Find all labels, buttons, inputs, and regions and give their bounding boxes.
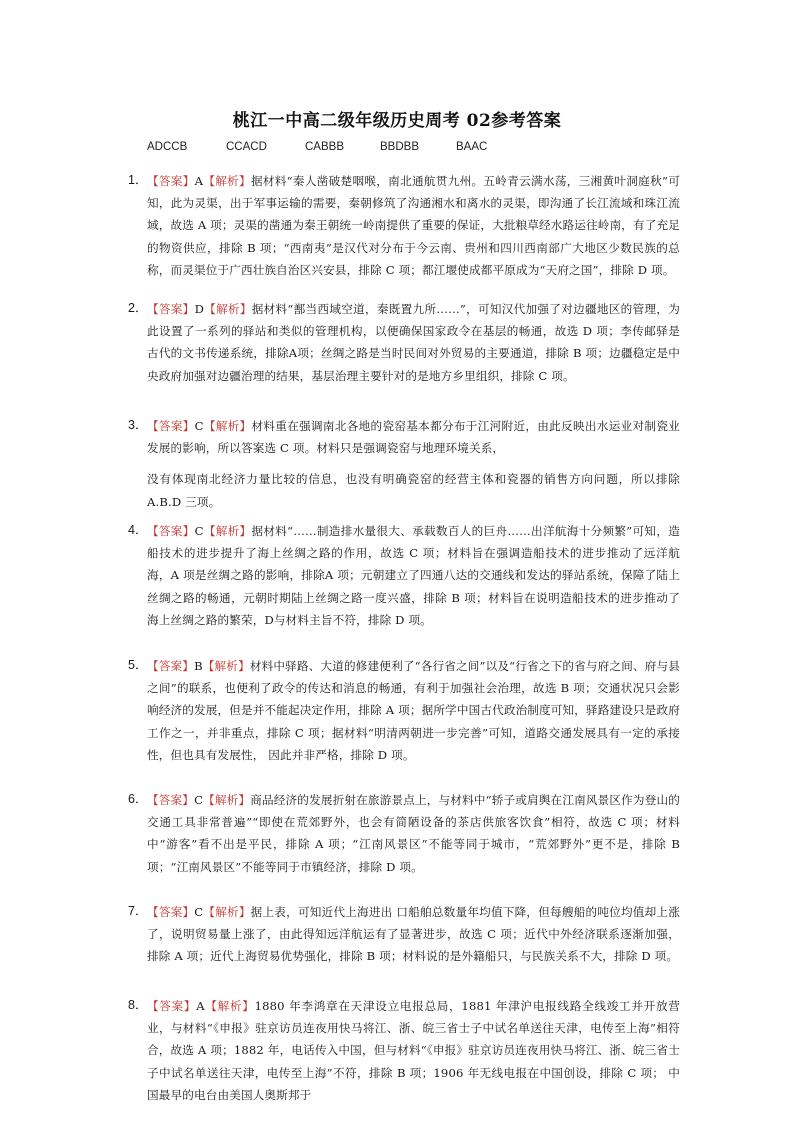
answer-mark: 【答案】 bbox=[147, 999, 197, 1013]
answer-item-3 bbox=[128, 415, 680, 513]
answer-letter: A bbox=[194, 174, 204, 188]
item-number: 5． bbox=[128, 658, 148, 672]
answer-mark: 【答案】 bbox=[147, 793, 195, 807]
analysis-mark: 【解析】 bbox=[204, 302, 252, 316]
analysis-text: 商品经济的发展折射在旅游景点上，与材料中“轿子或肩舆在江南风景区作为登山的交通工具非常普遍”“即使在荒郊野外，也会有简陋设备的茶店供旅客饮食”相符，故选 C 项；材料中“游客”看不出是平民，排除 A 项；“江南风景区”不能等同于城市，“荒郊野外”更不是，排除 B 项；“江南风景区”不能等同于市镇经济，排除 D 项。 bbox=[147, 793, 680, 874]
analysis-mark: 【解析】 bbox=[204, 999, 255, 1013]
item-body bbox=[147, 298, 680, 387]
analysis-text: 材料重在强调南北各地的瓷窑基本都分布于江河附近，由此反映出水运业对制瓷业发展的影响，所以答案选 C 项。材料只是强调瓷窑与地理环境关系， bbox=[147, 419, 680, 456]
item-body bbox=[147, 995, 680, 1106]
analysis-text: 据材料“……制造排水量很大、承载数百人的巨舟……出洋航海十分频繁”可知，造船技术的进步提升了海上丝绸之路的作用，故选 C 项；材料旨在强调造船技术的进步推动了远洋航海，A 项是丝绸之路的影响，排除A 项；元朝建立了四通八达的交通线和发达的驿站系统，保障了陆上丝绸之路的畅通，元朝时期陆上丝绸之路一度兴盛，排除 B 项；材料旨在说明造船技术的进步推动了海上丝绸之路的繁荣，D与材料主旨不符，排除 D 项。 bbox=[147, 524, 680, 627]
answer-mark: 【答案】 bbox=[147, 905, 195, 919]
item-body bbox=[147, 170, 680, 281]
item-number: 6． bbox=[128, 792, 148, 806]
analysis-text: 材料中驿路、大道的修建便利了“各行省之间”以及“行省之下的省与府之间、府与县之间”的联系，也便利了政令的传达和消息的畅通，有利于加强社会治理，故选 B 项；交通状况只会影响经济的发展，但是并不能起决定作用，排除 A 项；据所学中国古代政治制度可知，驿路建设只是政府工作之一，并非重点，排除 C 项；据材料“明清两朝进一步完善”可知，道路交通发展具有一定的承接性，但也具有发展性， 因此并非严格，排除 D 项。 bbox=[147, 659, 681, 762]
answer-letter: D bbox=[194, 302, 205, 316]
answer-item-1 bbox=[128, 170, 680, 281]
analysis-text: 1880 年李鸿章在天津设立电报总局，1881 年津沪电报线路全线竣工并开放营业，与材料“《申报》驻京访员连夜用快马将江、浙、皖三省士子中试名单送往天津，电传至上海”相符合，故选 A 项；1882 年，电话传入中国，但与材料“《申报》驻京访员连夜用快马将江、浙、皖三省士子中试名单送往天津，电传至上海”不符，排除 B 项；1906 年无线电报在中国创设，排除 C 项； 中国最早的电台由美国人奥斯邦于 bbox=[147, 999, 681, 1102]
analysis-mark: 【解析】 bbox=[203, 905, 251, 919]
answer-item-5 bbox=[128, 655, 680, 766]
answer-mark: 【答案】 bbox=[147, 302, 195, 316]
answer-mark: 【答案】 bbox=[147, 174, 195, 188]
answer-key-group: BAAC bbox=[456, 141, 488, 153]
analysis-text: 据上表，可知近代上海进出 口船舶总数量年均值下降，但每艘船的吨位均值却上涨了，说明贸易量上涨了，由此得知远洋航运有了显著进步，故选 C 项；近代中外经济联系逐渐加强，排除 A 项；近代上海贸易优势强化，排除 B 项；材料说的是外籍船只，与民族关系不大，排除 D 项。 bbox=[147, 905, 680, 964]
answer-key-group: CABBB bbox=[305, 141, 344, 153]
analysis-mark: 【解析】 bbox=[203, 419, 252, 433]
item-number: 7． bbox=[128, 904, 148, 918]
item-number: 4． bbox=[128, 523, 148, 537]
item-body bbox=[147, 520, 680, 631]
answer-item-8 bbox=[128, 995, 680, 1106]
answer-letter: A bbox=[196, 999, 205, 1013]
answer-mark: 【答案】 bbox=[147, 659, 195, 673]
item-number: 1． bbox=[128, 173, 148, 187]
analysis-mark: 【解析】 bbox=[202, 659, 250, 673]
item-number: 3． bbox=[128, 418, 148, 432]
answer-item-2 bbox=[128, 298, 680, 387]
answer-key-group: BBDBB bbox=[380, 141, 419, 153]
answer-letter: C bbox=[194, 524, 204, 538]
answer-key-group: CCACD bbox=[226, 141, 267, 153]
answer-key-group: ADCCB bbox=[147, 141, 188, 153]
answer-key-row bbox=[147, 141, 516, 153]
analysis-text: 据材料“鄯当西域空道，秦既置九所……”，可知汉代加强了对边疆地区的管理，为此设置了一系列的驿站和类似的管理机构，以便确保国家政令在基层的畅通，故选 D 项；李传邮驿是古代的文书传递系统，排除A项；丝绸之路是当时民间对外贸易的主要通道，排除 B 项；边疆稳定是中央政府加强对边疆治理的结果，基层治理主要针对的是地方乡里组织，排除 C 项。 bbox=[147, 302, 680, 383]
answer-letter: C bbox=[194, 793, 204, 807]
item-body bbox=[147, 901, 680, 968]
item-number: 8． bbox=[128, 998, 148, 1012]
analysis-text: 据材料“秦人凿破楚咽喉，南北通航贯九州。五岭青云满水荡，三湘黄叶洞庭秋”可知，此为灵渠，出于军事运输的需要，秦朝修筑了沟通湘水和离水的灵渠，即沟通了长江流域和珠江流域，故选 A 项；灵渠的凿通为秦王朝统一岭南提供了重要的保证，大批粮草经水路运往岭南，有了充足的物资供应，排除 B 项；“西南夷”是汉代对分布于今云南、贵州和四川西南部广大地区少数民族的总称，而灵渠位于广西壮族自治区兴安县，排除 C 项；都江堰使成都平原成为“天府之国”，排除 D 项。 bbox=[147, 174, 680, 277]
answer-mark: 【答案】 bbox=[147, 524, 195, 538]
answer-item-4 bbox=[128, 520, 680, 631]
page-title: 桃江一中高二级年级历史周考 02参考答案 bbox=[232, 111, 562, 131]
answer-item-7 bbox=[128, 901, 680, 968]
analysis-mark: 【解析】 bbox=[203, 793, 251, 807]
item-body bbox=[147, 789, 680, 878]
item-number: 2． bbox=[128, 301, 148, 315]
item-body bbox=[147, 655, 680, 766]
item-body bbox=[147, 415, 680, 459]
analysis-mark: 【解析】 bbox=[203, 174, 251, 188]
analysis-mark: 【解析】 bbox=[203, 524, 252, 538]
answer-item-6 bbox=[128, 789, 680, 878]
answer-letter: C bbox=[194, 419, 204, 433]
answer-mark: 【答案】 bbox=[147, 419, 195, 433]
answer-letter: B bbox=[194, 659, 203, 673]
answer-letter: C bbox=[194, 905, 204, 919]
item-body-continued: 没有体现南北经济力量比较的信息，也没有明确瓷窑的经营主体和瓷器的销售方向问题，所以排除 A.B.D 三项。 bbox=[147, 472, 680, 509]
